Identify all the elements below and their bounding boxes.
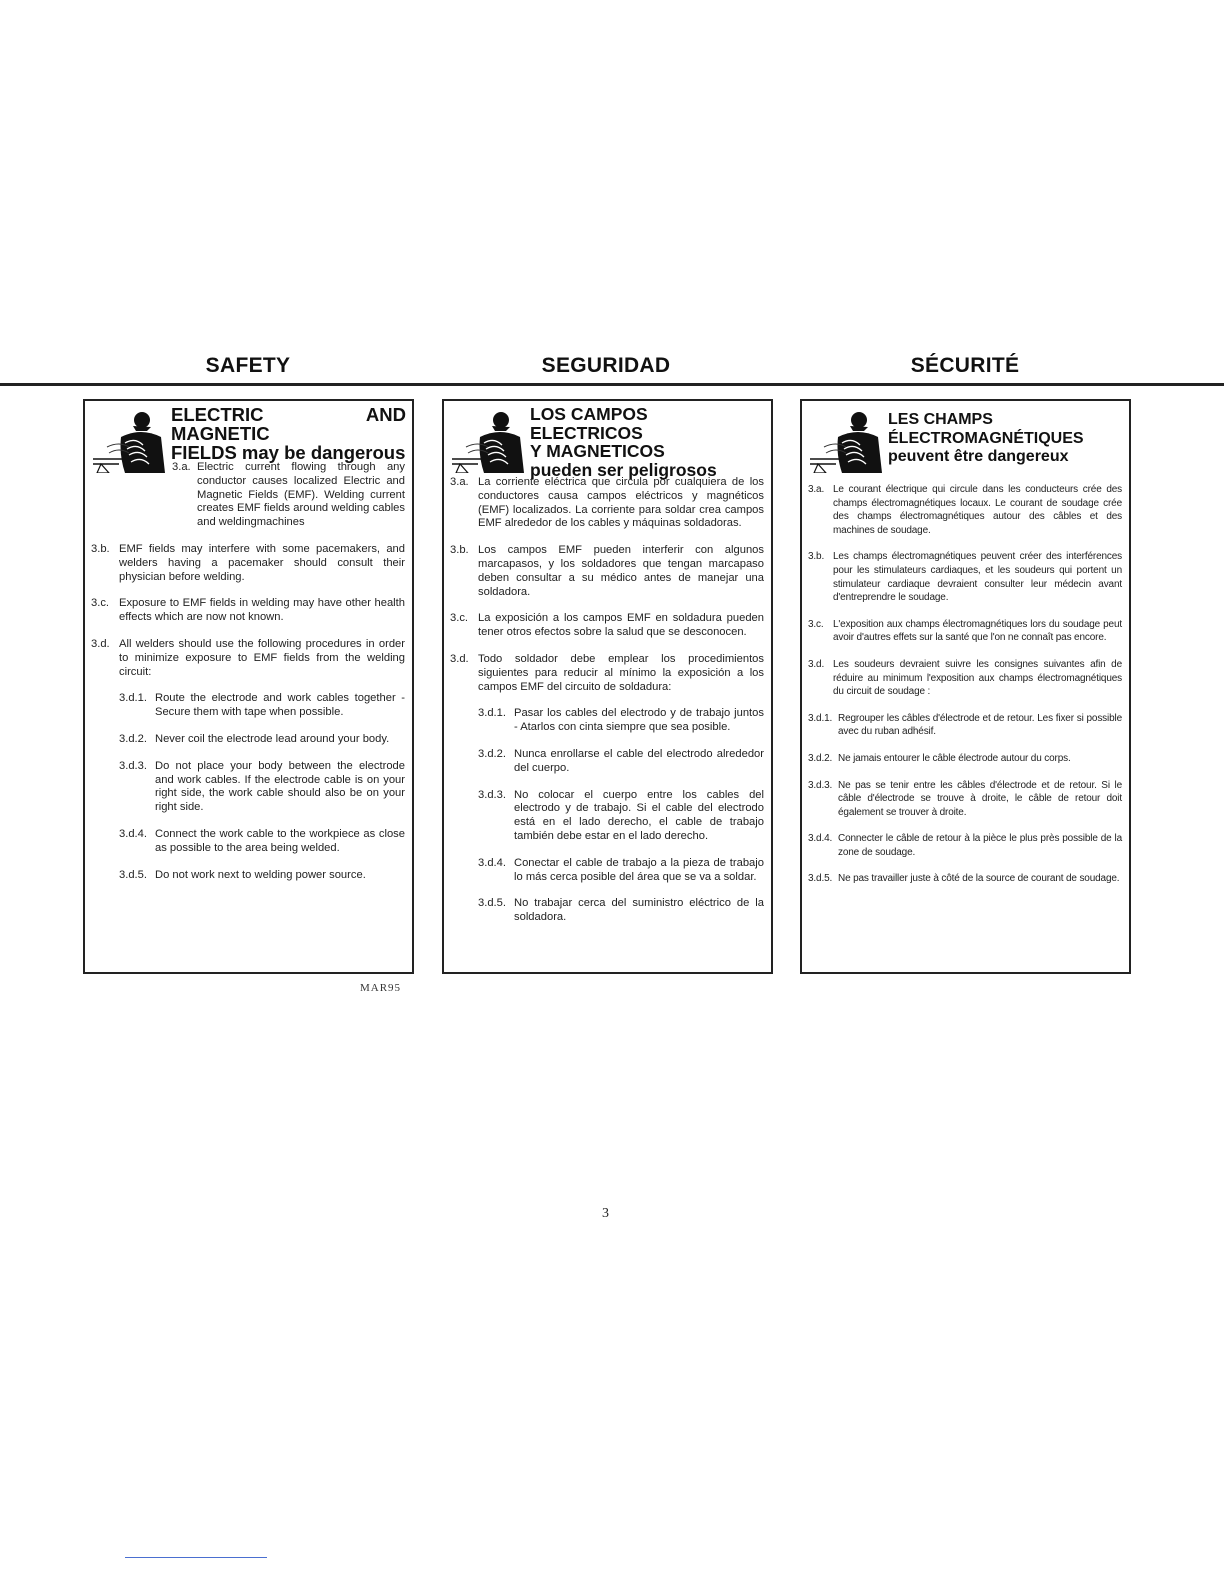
- item-3b: [808, 550, 1122, 604]
- item-3d4: [478, 857, 764, 885]
- item-3b: [91, 543, 405, 584]
- item-3d5: [478, 897, 764, 925]
- item-text: No trabajar cerca del suministro eléctrico de la soldadora.: [514, 897, 764, 924]
- item-text: Ne pas travailler juste à côté de la source de courant de soudage.: [838, 873, 1120, 885]
- item-3d5: [119, 869, 405, 883]
- title-line-1: LES CHAMPS: [888, 411, 993, 428]
- item-text: Connecter le câble de retour à la pièce le plus près possible de la zone de soudage.: [838, 833, 1122, 858]
- item-text: All welders should use the following procedures in order to minimize exposure to EMF fields from the welding circuit:: [119, 637, 405, 678]
- item-text: Electric current flowing through any conductor causes localized Electric and Magnetic Fields (EMF). Welding current creates EMF fields around welding cables and weldingmachines: [197, 461, 405, 529]
- item-label: 3.d.5.: [119, 868, 147, 881]
- item-3c: [450, 612, 764, 640]
- item-3a: [450, 476, 764, 531]
- title-line-1: LOS CAMPOS ELECTRICOS: [530, 404, 648, 443]
- item-label: 3.d.1.: [478, 707, 506, 720]
- item-label: 3.d.4.: [478, 856, 506, 869]
- section-french: [800, 399, 1131, 974]
- welder-emf-warning-icon: [448, 407, 530, 473]
- item-label: 3.d.2.: [808, 752, 833, 764]
- header-rule: [0, 383, 1224, 386]
- revision-code: MAR95: [360, 982, 402, 994]
- item-text: Connect the work cable to the workpiece as close as possible to the area being welded.: [155, 827, 405, 854]
- item-text: Conectar el cable de trabajo a la pieza de trabajo lo más cerca posible del área que se va a soldar.: [514, 856, 764, 883]
- item-3d3: [478, 789, 764, 844]
- item-label: 3.c.: [450, 612, 469, 625]
- item-text: Ne pas se tenir entre les câbles d'électrode et de retour. Si le câble d'électrode se trouve à droite, le câble de retour doit également se trouver à droite.: [838, 779, 1122, 818]
- item-label: 3.d.: [91, 637, 110, 650]
- item-3c: [808, 618, 1122, 645]
- item-label: 3.d.5.: [808, 873, 833, 885]
- item-3b: [450, 544, 764, 599]
- item-3d: [808, 658, 1122, 699]
- item-text: La corriente eléctrica que circula por cualquiera de los conductores causa campos eléctricos y magnéticos (EMF) localizados. La corriente para soldar crea campos EMF alrededor de los cables y máquinas soldadoras.: [478, 476, 764, 530]
- item-3d1: [808, 712, 1122, 739]
- item-3a: [172, 461, 405, 530]
- item-text: No colocar el cuerpo entre los cables del electrodo y de trabajo. Si el cable del electrodo está en el lado derecho, el cable de trabajo también debe estar en el lado derecho.: [514, 788, 764, 842]
- item-3d2: [478, 748, 764, 776]
- item-text: Todo soldador debe emplear los procedimientos siguientes para reducir al mínimo la exposición a los campos EMF del circuito de soldadura:: [478, 652, 764, 693]
- item-text: Do not place your body between the electrode and work cables. If the electrode cable is on your right side, the work cable should also be on your right side.: [155, 759, 405, 814]
- item-label: 3.d.1.: [808, 712, 833, 724]
- header-seguridad: SEGURIDAD: [541, 354, 671, 377]
- item-text: Los campos EMF pueden interferir con algunos marcapasos, y los soldadores que tengan marcapaso deben consultar a su médico antes de manejar una soldadora.: [478, 544, 764, 598]
- item-3d: [91, 638, 405, 679]
- footnote-rule: [125, 1557, 267, 1558]
- item-label: 3.b.: [450, 544, 469, 557]
- item-label: 3.b.: [808, 551, 825, 563]
- item-label: 3.a.: [808, 484, 825, 495]
- item-label: 3.c.: [808, 618, 824, 630]
- item-text: Never coil the electrode lead around your body.: [155, 732, 390, 745]
- item-3d: [450, 653, 764, 694]
- item-label: 3.d.3.: [478, 788, 506, 801]
- welder-emf-warning-icon: [806, 407, 888, 473]
- section-spanish: [442, 399, 773, 974]
- item-label: 3.d.4.: [808, 833, 833, 845]
- item-label: 3.d.3.: [808, 779, 833, 791]
- title-line-1: ELECTRIC AND MAGNETIC: [171, 404, 406, 444]
- item-text: Pasar los cables del electrodo y de trabajo juntos - Atarlos con cinta siempre que sea posible.: [514, 707, 764, 734]
- item-text: Les champs électromagnétiques peuvent créer des interférences pour les stimulateurs cardiaques, et les soudeurs qui portent un stimulateur cardiaque devraient consulter leur médecin avant d'entreprendre le soudage.: [833, 551, 1122, 604]
- item-label: 3.d.1.: [119, 692, 147, 705]
- item-label: 3.a.: [172, 461, 191, 473]
- item-text: Do not work next to welding power source.: [155, 868, 366, 881]
- title-line-2: ÉLECTROMAGNÉTIQUES: [888, 429, 1084, 447]
- item-label: 3.d.: [450, 652, 469, 665]
- item-3d2: [119, 733, 405, 747]
- item-label: 3.d.5.: [478, 897, 506, 910]
- item-text: La exposición a los campos EMF en soldadura pueden tener otros efectos sobre la salud que se desconocen.: [478, 612, 764, 639]
- item-text: Exposure to EMF fields in welding may have other health effects which are now not known.: [119, 597, 405, 624]
- item-3c: [91, 597, 405, 625]
- item-3d1: [119, 692, 405, 720]
- title-line-3: pueden ser peligrosos: [530, 459, 717, 480]
- item-text: Route the electrode and work cables together - Secure them with tape when possible.: [155, 692, 405, 719]
- item-label: 3.d.4.: [119, 827, 147, 840]
- item-label: 3.d.2.: [478, 747, 506, 760]
- item-text: L'exposition aux champs électromagnétiques lors du soudage peut avoir d'autres effets sur la santé que l'on ne connaît pas encore.: [833, 618, 1122, 644]
- section-english: [83, 399, 414, 974]
- title-line-2: FIELDS may be dangerous: [171, 442, 406, 463]
- page-number: 3: [602, 1206, 609, 1221]
- item-text: Ne jamais entourer le câble électrode autour du corps.: [838, 752, 1071, 764]
- title-line-3: peuvent être dangereux: [888, 448, 1069, 465]
- item-text: Regrouper les câbles d'électrode et de retour. Les fixer si possible avec du ruban adhésif.: [838, 712, 1122, 738]
- title-line-2: Y MAGNETICOS: [530, 441, 665, 461]
- header-safety: SAFETY: [205, 354, 291, 377]
- item-label: 3.b.: [91, 542, 110, 555]
- item-3a: [808, 483, 1122, 537]
- item-3d4: [808, 832, 1122, 859]
- item-text: Les soudeurs devraient suivre les consignes suivantes afin de réduire au minimum l'exposition aux champs électromagnétiques du circuit de soudage :: [833, 658, 1122, 698]
- item-text: EMF fields may interfere with some pacemakers, and welders having a pacemaker should consult their physician before welding.: [119, 542, 405, 583]
- item-label: 3.d.3.: [119, 759, 147, 772]
- item-label: 3.d.2.: [119, 732, 147, 745]
- item-3d1: [478, 707, 764, 735]
- item-3d4: [119, 828, 405, 856]
- item-3d3: [119, 760, 405, 815]
- item-label: 3.c.: [91, 597, 110, 610]
- item-text: Nunca enrollarse el cable del electrodo alrededor del cuerpo.: [514, 747, 764, 774]
- item-3d2: [808, 752, 1122, 766]
- item-3d3: [808, 779, 1122, 820]
- item-text: Le courant électrique qui circule dans les conducteurs crée des champs électromagnétiques locaux. Le courant de soudage crée des champs électromagnétiques autour des câbles et des machines de soudage.: [833, 484, 1122, 536]
- header-securite: SÉCURITÉ: [910, 354, 1020, 377]
- item-3d5: [808, 872, 1122, 886]
- item-label: 3.d.: [808, 658, 825, 670]
- item-label: 3.a.: [450, 476, 469, 488]
